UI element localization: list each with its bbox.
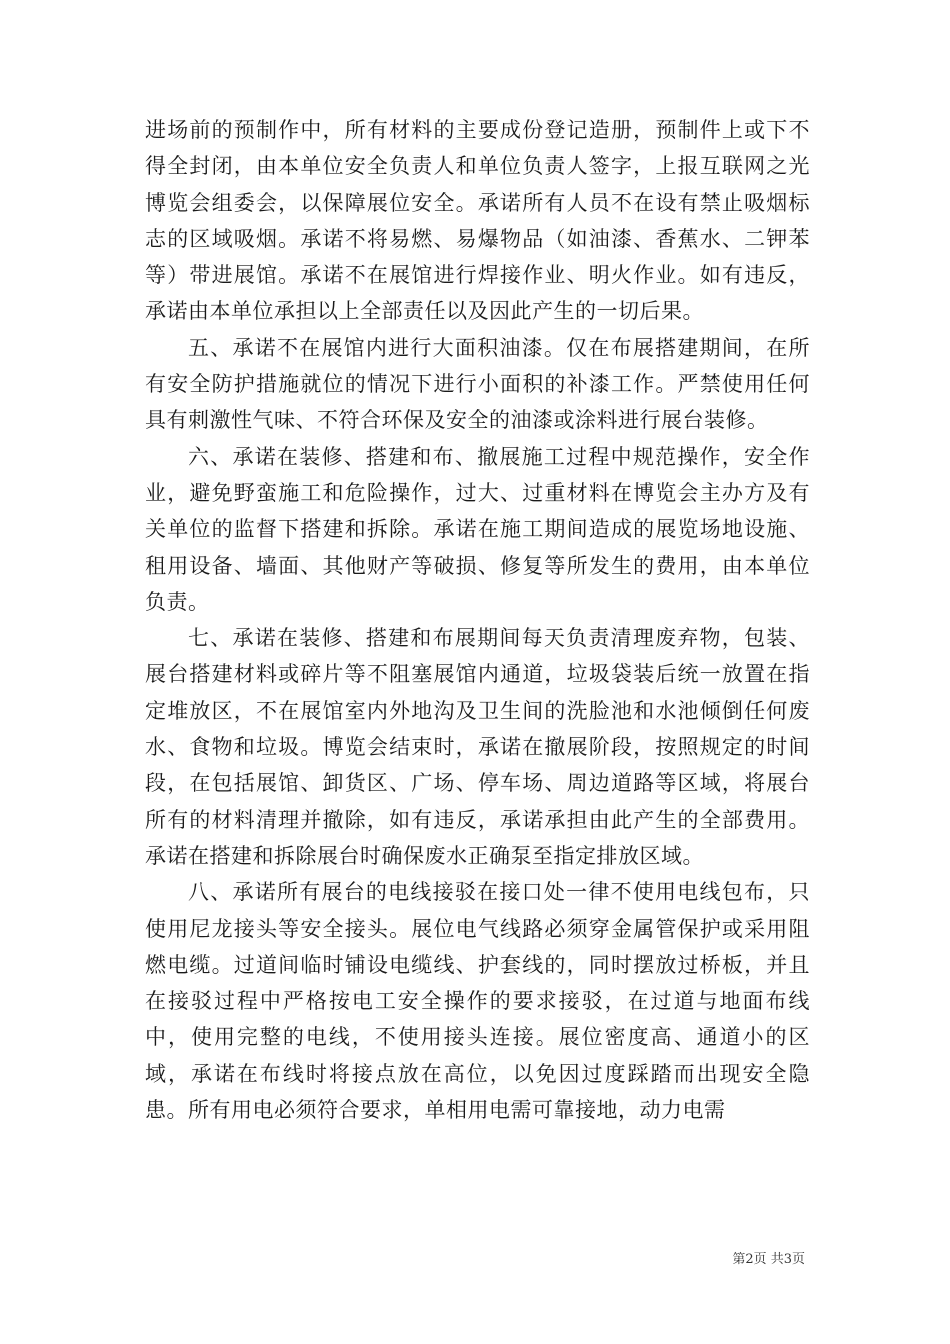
document-body [145, 112, 810, 1128]
paragraph-continuation: 进场前的预制作中，所有材料的主要成份登记造册，预制件上或下不得全封闭，由本单位安全负责人和单位负责人签字，上报互联网之光博览会组委会，以保障展位安全。承诺所有人员不在设有禁止吸烟标志的区域吸烟。承诺不将易燃、易爆物品（如油漆、香蕉水、二钾苯等）带进展馆。承诺不在展馆进行焊接作业、明火作业。如有违反，承诺由本单位承担以上全部责任以及因此产生的一切后果。 [145, 118, 810, 324]
paragraph-clause-6: 六、承诺在装修、搭建和布、撤展施工过程中规范操作，安全作业，避免野蛮施工和危险操作，过大、过重材料在博览会主办方及有关单位的监督下搭建和拆除。承诺在施工期间造成的展览场地设施、租用设备、墙面、其他财产等破损、修复等所发生的费用，由本单位负责。 [145, 444, 810, 614]
paragraph-clause-5: 五、承诺不在展馆内进行大面积油漆。仅在布展搭建期间，在所有安全防护措施就位的情况下进行小面积的补漆工作。严禁使用任何具有刺激性气味、不符合环保及安全的油漆或涂料进行展台装修。 [145, 335, 810, 433]
page-number: 第2页 共3页 [732, 1252, 805, 1267]
paragraph-clause-8: 八、承诺所有展台的电线接驳在接口处一律不使用电线包布，只使用尼龙接头等安全接头。展位电气线路必须穿金属管保护或采用阻燃电缆。过道间临时铺设电缆线、护套线的，同时摆放过桥板，并且在接驳过程中严格按电工安全操作的要求接驳，在过道与地面布线中，使用完整的电线，不使用接头连接。展位密度高、通道小的区域，承诺在布线时将接点放在高位，以免因过度踩踏而出现安全隐患。所有用电必须符合要求，单相用电需可靠接地，动力电需 [145, 880, 810, 1123]
paragraph-clause-7: 七、承诺在装修、搭建和布展期间每天负责清理废弃物，包装、展台搭建材料或碎片等不阻塞展馆内通道，垃圾袋装后统一放置在指定堆放区，不在展馆室内外地沟及卫生间的洗脸池和水池倾倒任何废水、食物和垃圾。博览会结束时，承诺在撤展阶段，按照规定的时间段，在包括展馆、卸货区、广场、停车场、周边道路等区域，将展台所有的材料清理并撤除，如有违反，承诺承担由此产生的全部费用。承诺在搭建和拆除展台时确保废水正确泵至指定排放区域。 [145, 626, 810, 868]
